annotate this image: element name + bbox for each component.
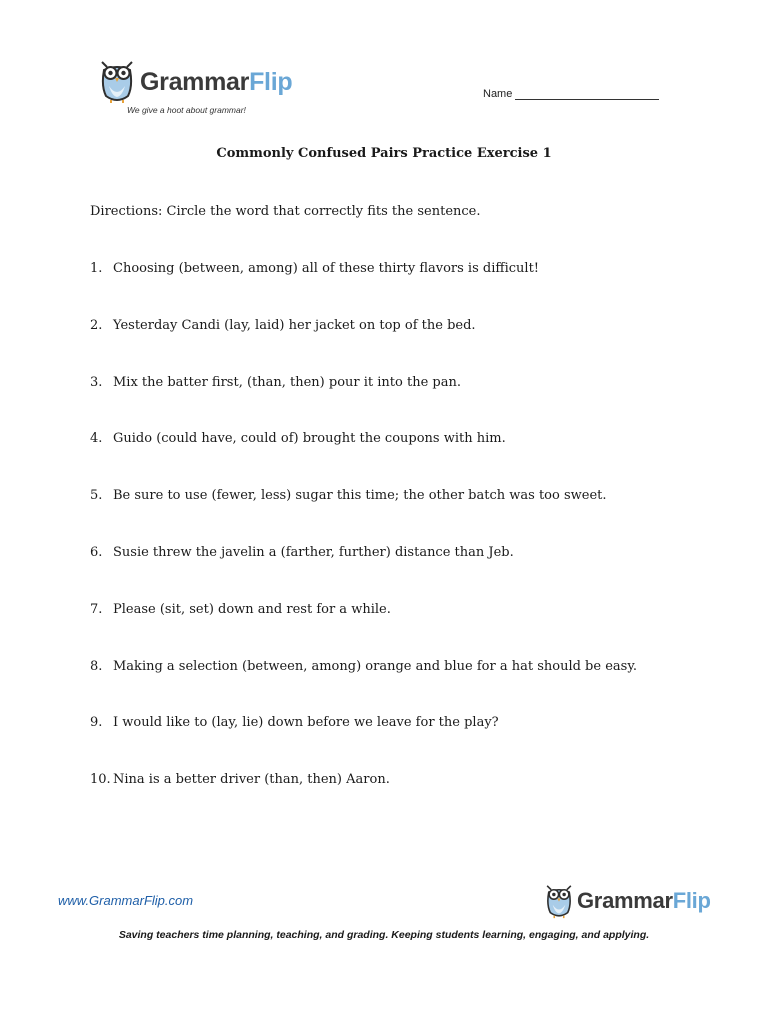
- question-number: 7.: [90, 601, 103, 617]
- question-number: 9.: [90, 715, 103, 731]
- logo-wordmark: GrammarFlip: [140, 67, 293, 96]
- footer-logo-wordmark: GrammarFlip: [577, 888, 711, 913]
- question-number: 6.: [90, 544, 103, 560]
- question-item: [90, 431, 637, 488]
- question-text: Mix the batter first, (than, then) pour it into the pan.: [113, 374, 461, 390]
- question-text: Yesterday Candi (lay, laid) her jacket on top of the bed.: [113, 317, 476, 333]
- worksheet-title: Commonly Confused Pairs Practice Exercise 1: [216, 146, 552, 161]
- question-text: Please (sit, set) down and rest for a while.: [113, 601, 391, 617]
- question-item: [90, 602, 637, 659]
- question-text: Susie threw the javelin a (farther, further) distance than Jeb.: [113, 544, 514, 560]
- question-item: [90, 715, 637, 772]
- logo-tagline: We give a hoot about grammar!: [127, 105, 246, 115]
- question-item: [90, 261, 637, 318]
- footer-slogan: Saving teachers time planning, teaching, and grading. Keeping students learning, engaging, and applying.: [118, 929, 650, 941]
- question-number: 10.: [90, 772, 111, 788]
- question-text: Guido (could have, could of) brought the coupons with him.: [113, 431, 506, 447]
- owl-logo-icon: [544, 880, 574, 920]
- question-text: Making a selection (between, among) orange and blue for a hat should be easy.: [113, 658, 638, 674]
- question-item: [90, 772, 637, 829]
- question-item: [90, 375, 637, 432]
- question-number: 4.: [90, 431, 103, 447]
- footer-grammarflip-logo: [544, 880, 711, 920]
- question-text: Choosing (between, among) all of these thirty flavors is difficult!: [113, 261, 540, 276]
- grammarflip-logo: [98, 56, 292, 104]
- question-number: 3.: [90, 374, 103, 390]
- question-number: 1.: [90, 261, 103, 276]
- question-number: 8.: [90, 658, 103, 674]
- question-text: Nina is a better driver (than, then) Aaron.: [113, 772, 390, 788]
- name-field: [483, 88, 659, 100]
- name-blank-line: [515, 89, 659, 100]
- question-number: 2.: [90, 317, 103, 333]
- question-item: [90, 545, 637, 602]
- question-item: [90, 659, 637, 716]
- question-text: I would like to (lay, lie) down before we leave for the play?: [113, 715, 499, 731]
- question-item: [90, 488, 637, 545]
- directions: Directions: Circle the word that correctly fits the sentence.: [90, 204, 481, 219]
- question-item: [90, 318, 637, 375]
- footer-website-link[interactable]: www.GrammarFlip.com: [58, 893, 194, 908]
- owl-logo-icon: [98, 56, 136, 104]
- question-list: [90, 261, 637, 829]
- question-number: 5.: [90, 488, 103, 504]
- name-label: Name: [483, 88, 513, 100]
- question-text: Be sure to use (fewer, less) sugar this time; the other batch was too sweet.: [113, 488, 607, 504]
